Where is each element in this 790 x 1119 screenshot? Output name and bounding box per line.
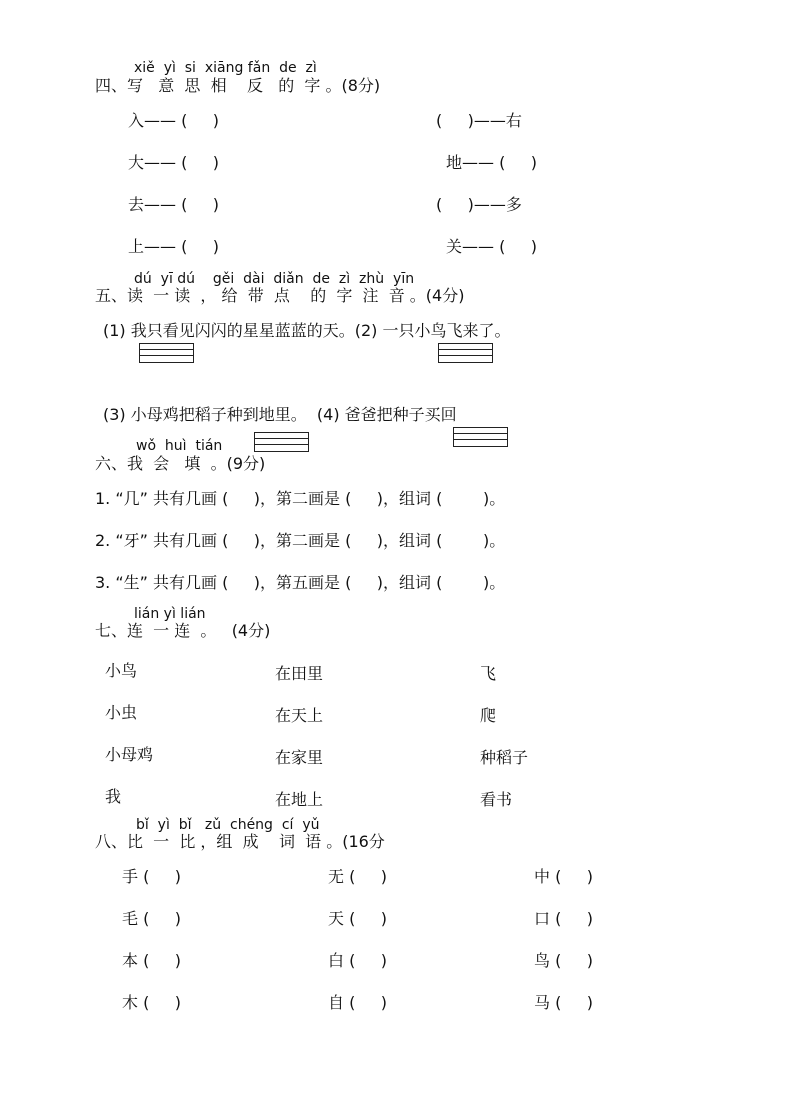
s7-col3-item[interactable]: 种稻子 bbox=[480, 748, 529, 767]
s7-pinyin: lián yì lián bbox=[134, 606, 206, 622]
s8-col3-item: 口 ( ) bbox=[534, 909, 594, 928]
s7-title: 七、连 一 连 。 (4分) bbox=[95, 621, 271, 640]
s4-title: 四、写 意 思 相 反 的 字 。(8分) bbox=[95, 76, 381, 95]
s7-col2-item[interactable]: 在天上 bbox=[275, 706, 324, 725]
s8-col3-item: 中 ( ) bbox=[534, 867, 594, 886]
s4-item: 大—— ( ) bbox=[128, 153, 220, 172]
s4-item: 关—— ( ) bbox=[446, 237, 538, 256]
s6-item: 1. “几” 共有几画 ( )，第二画是 ( )，组词 ( )。 bbox=[95, 489, 506, 508]
s7-col1-item[interactable]: 小母鸡 bbox=[105, 745, 154, 764]
s8-col1-item: 手 ( ) bbox=[122, 867, 182, 886]
s5-title: 五、读 一 读 ， 给 带 点 的 字 注 音 。(4分) bbox=[95, 286, 465, 305]
s6-title: 六、我 会 填 。(9分) bbox=[95, 454, 266, 473]
s5-sentence: (3) 小母鸡把稻子种到地里。 (4) 爸爸把种子买回 bbox=[103, 405, 457, 424]
s6-item: 2. “牙” 共有几画 ( )，第二画是 ( )，组词 ( )。 bbox=[95, 531, 506, 550]
pinyin-writing-box[interactable] bbox=[254, 432, 309, 452]
s7-col1-item[interactable]: 小虫 bbox=[105, 703, 138, 722]
s8-col2-item: 自 ( ) bbox=[328, 993, 388, 1012]
s8-col2-item: 天 ( ) bbox=[328, 909, 388, 928]
s7-col1-item[interactable]: 小鸟 bbox=[105, 661, 138, 680]
s4-pinyin: xiě yì si xiāng fǎn de zì bbox=[134, 60, 317, 76]
s8-title: 八、比 一 比 ，组 成 词 语 。(16分 bbox=[95, 832, 385, 851]
s8-col3-item: 马 ( ) bbox=[534, 993, 594, 1012]
s6-item: 3. “生” 共有几画 ( )，第五画是 ( )，组词 ( )。 bbox=[95, 573, 506, 592]
s6-pinyin: wǒ huì tián bbox=[136, 438, 223, 454]
s4-item: 去—— ( ) bbox=[128, 195, 220, 214]
s8-col1-item: 本 ( ) bbox=[122, 951, 182, 970]
s5-sentence: (1) 我只看见闪闪的星星蓝蓝的天。(2) 一只小鸟飞来了。 bbox=[103, 321, 511, 340]
s8-col2-item: 白 ( ) bbox=[328, 951, 388, 970]
s8-pinyin: bǐ yì bǐ zǔ chéng cí yǔ bbox=[136, 817, 320, 833]
pinyin-writing-box[interactable] bbox=[438, 343, 493, 363]
s7-col2-item[interactable]: 在家里 bbox=[275, 748, 324, 767]
s7-col1-item[interactable]: 我 bbox=[105, 787, 122, 806]
pinyin-writing-box[interactable] bbox=[453, 427, 508, 447]
s4-item: ( )——右 bbox=[436, 111, 522, 130]
s7-col2-item[interactable]: 在田里 bbox=[275, 664, 324, 683]
s7-col3-item[interactable]: 看书 bbox=[480, 790, 513, 809]
s8-col2-item: 无 ( ) bbox=[328, 867, 388, 886]
s8-col1-item: 木 ( ) bbox=[122, 993, 182, 1012]
s5-pinyin: dú yī dú gěi dài diǎn de zì zhù yīn bbox=[134, 271, 415, 287]
s8-col1-item: 毛 ( ) bbox=[122, 909, 182, 928]
s4-item: 上—— ( ) bbox=[128, 237, 220, 256]
s4-item: ( )——多 bbox=[436, 195, 522, 214]
s4-item: 入—— ( ) bbox=[128, 111, 220, 130]
s7-col2-item[interactable]: 在地上 bbox=[275, 790, 324, 809]
pinyin-writing-box[interactable] bbox=[139, 343, 194, 363]
s7-col3-item[interactable]: 飞 bbox=[480, 664, 497, 683]
s8-col3-item: 鸟 ( ) bbox=[534, 951, 594, 970]
s7-col3-item[interactable]: 爬 bbox=[480, 706, 497, 725]
s4-item: 地—— ( ) bbox=[446, 153, 538, 172]
